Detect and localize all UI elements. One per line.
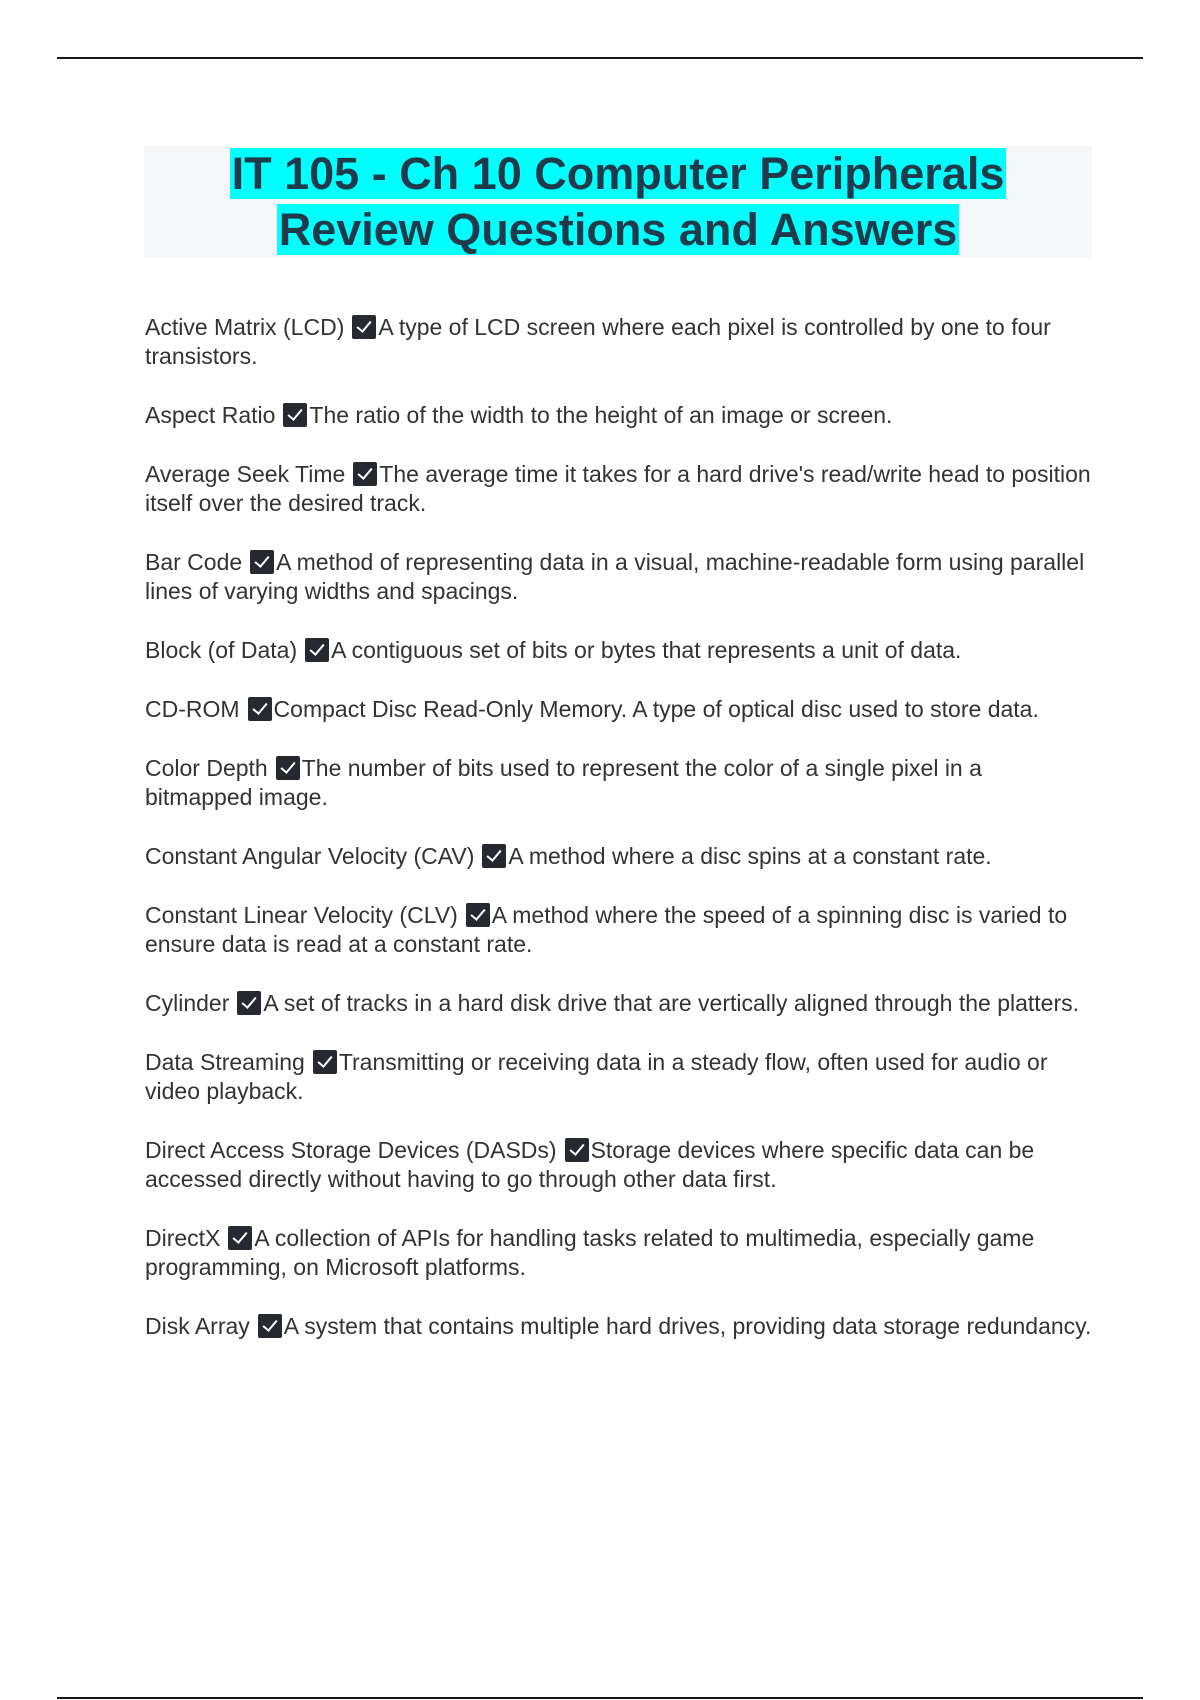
document-title xyxy=(144,146,1092,258)
check-mark-icon xyxy=(228,1226,252,1250)
entry-definition: Compact Disc Read-Only Memory. A type of optical disc used to store data. xyxy=(273,696,1039,722)
entry-term: DirectX xyxy=(145,1225,221,1251)
check-mark-icon xyxy=(237,991,261,1015)
check-mark-icon xyxy=(248,697,272,721)
qa-entry xyxy=(145,548,1095,606)
check-mark-icon xyxy=(283,403,307,427)
check-mark-icon xyxy=(353,462,377,486)
qa-entry xyxy=(145,989,1095,1018)
entry-definition: Storage devices where specific data can be accessed directly without having to go through other data first. xyxy=(145,1137,1035,1192)
entry-term: Active Matrix (LCD) xyxy=(145,314,345,340)
entry-definition: A system that contains multiple hard drives, providing data storage redundancy. xyxy=(283,1313,1092,1339)
entry-definition: A collection of APIs for handling tasks related to multimedia, especially game programming, on Microsoft platforms. xyxy=(145,1225,1035,1280)
title-line-1: IT 105 - Ch 10 Computer Peripherals xyxy=(231,148,1005,199)
qa-entry xyxy=(145,901,1095,959)
check-mark-icon xyxy=(352,315,376,339)
qa-entry xyxy=(145,1048,1095,1106)
check-mark-icon xyxy=(276,756,300,780)
entry-definition: A contiguous set of bits or bytes that represents a unit of data. xyxy=(331,637,962,663)
qa-entry xyxy=(145,636,1095,665)
entry-definition: A method of representing data in a visual, machine-readable form using parallel lines of varying widths and spacings. xyxy=(145,549,1085,604)
entry-definition: The ratio of the width to the height of an image or screen. xyxy=(309,402,893,428)
entry-definition: A method where the speed of a spinning disc is varied to ensure data is read at a constant rate. xyxy=(145,902,1068,957)
entry-definition: The number of bits used to represent the color of a single pixel in a bitmapped image. xyxy=(145,755,982,810)
entry-term: Cylinder xyxy=(145,990,230,1016)
check-mark-icon xyxy=(565,1138,589,1162)
check-mark-icon xyxy=(258,1314,282,1338)
entry-definition: The average time it takes for a hard drive's read/write head to position itself over the desired track. xyxy=(145,461,1091,516)
entry-term: Disk Array xyxy=(145,1313,250,1339)
check-mark-icon xyxy=(305,638,329,662)
entry-definition: A type of LCD screen where each pixel is controlled by one to four transistors. xyxy=(145,314,1051,369)
qa-entry xyxy=(145,1312,1095,1341)
check-mark-icon xyxy=(313,1050,337,1074)
entry-term: Bar Code xyxy=(145,549,243,575)
entry-term: Direct Access Storage Devices (DASDs) xyxy=(145,1137,557,1163)
entry-term: Color Depth xyxy=(145,755,268,781)
check-mark-icon xyxy=(482,844,506,868)
entry-term: Average Seek Time xyxy=(145,461,346,487)
qa-entry xyxy=(145,401,1095,430)
entry-term: Aspect Ratio xyxy=(145,402,276,428)
entry-term: Data Streaming xyxy=(145,1049,305,1075)
check-mark-icon xyxy=(466,903,490,927)
qa-entry xyxy=(145,695,1095,724)
entry-term: CD-ROM xyxy=(145,696,240,722)
qa-entry xyxy=(145,754,1095,812)
entry-definition: A set of tracks in a hard disk drive that are vertically aligned through the platters. xyxy=(263,990,1080,1016)
qa-entry xyxy=(145,1136,1095,1194)
qa-entry xyxy=(145,460,1095,518)
entry-term: Constant Linear Velocity (CLV) xyxy=(145,902,458,928)
entry-definition: Transmitting or receiving data in a steady flow, often used for audio or video playback. xyxy=(145,1049,1048,1104)
top-rule xyxy=(57,57,1143,59)
check-mark-icon xyxy=(250,550,274,574)
qa-entry xyxy=(145,313,1095,371)
qa-list xyxy=(145,313,1095,1371)
qa-entry xyxy=(145,1224,1095,1282)
title-line-2: Review Questions and Answers xyxy=(278,204,958,255)
qa-entry xyxy=(145,842,1095,871)
entry-term: Block (of Data) xyxy=(145,637,298,663)
bottom-rule xyxy=(57,1697,1143,1699)
entry-definition: A method where a disc spins at a constant rate. xyxy=(508,843,992,869)
entry-term: Constant Angular Velocity (CAV) xyxy=(145,843,475,869)
